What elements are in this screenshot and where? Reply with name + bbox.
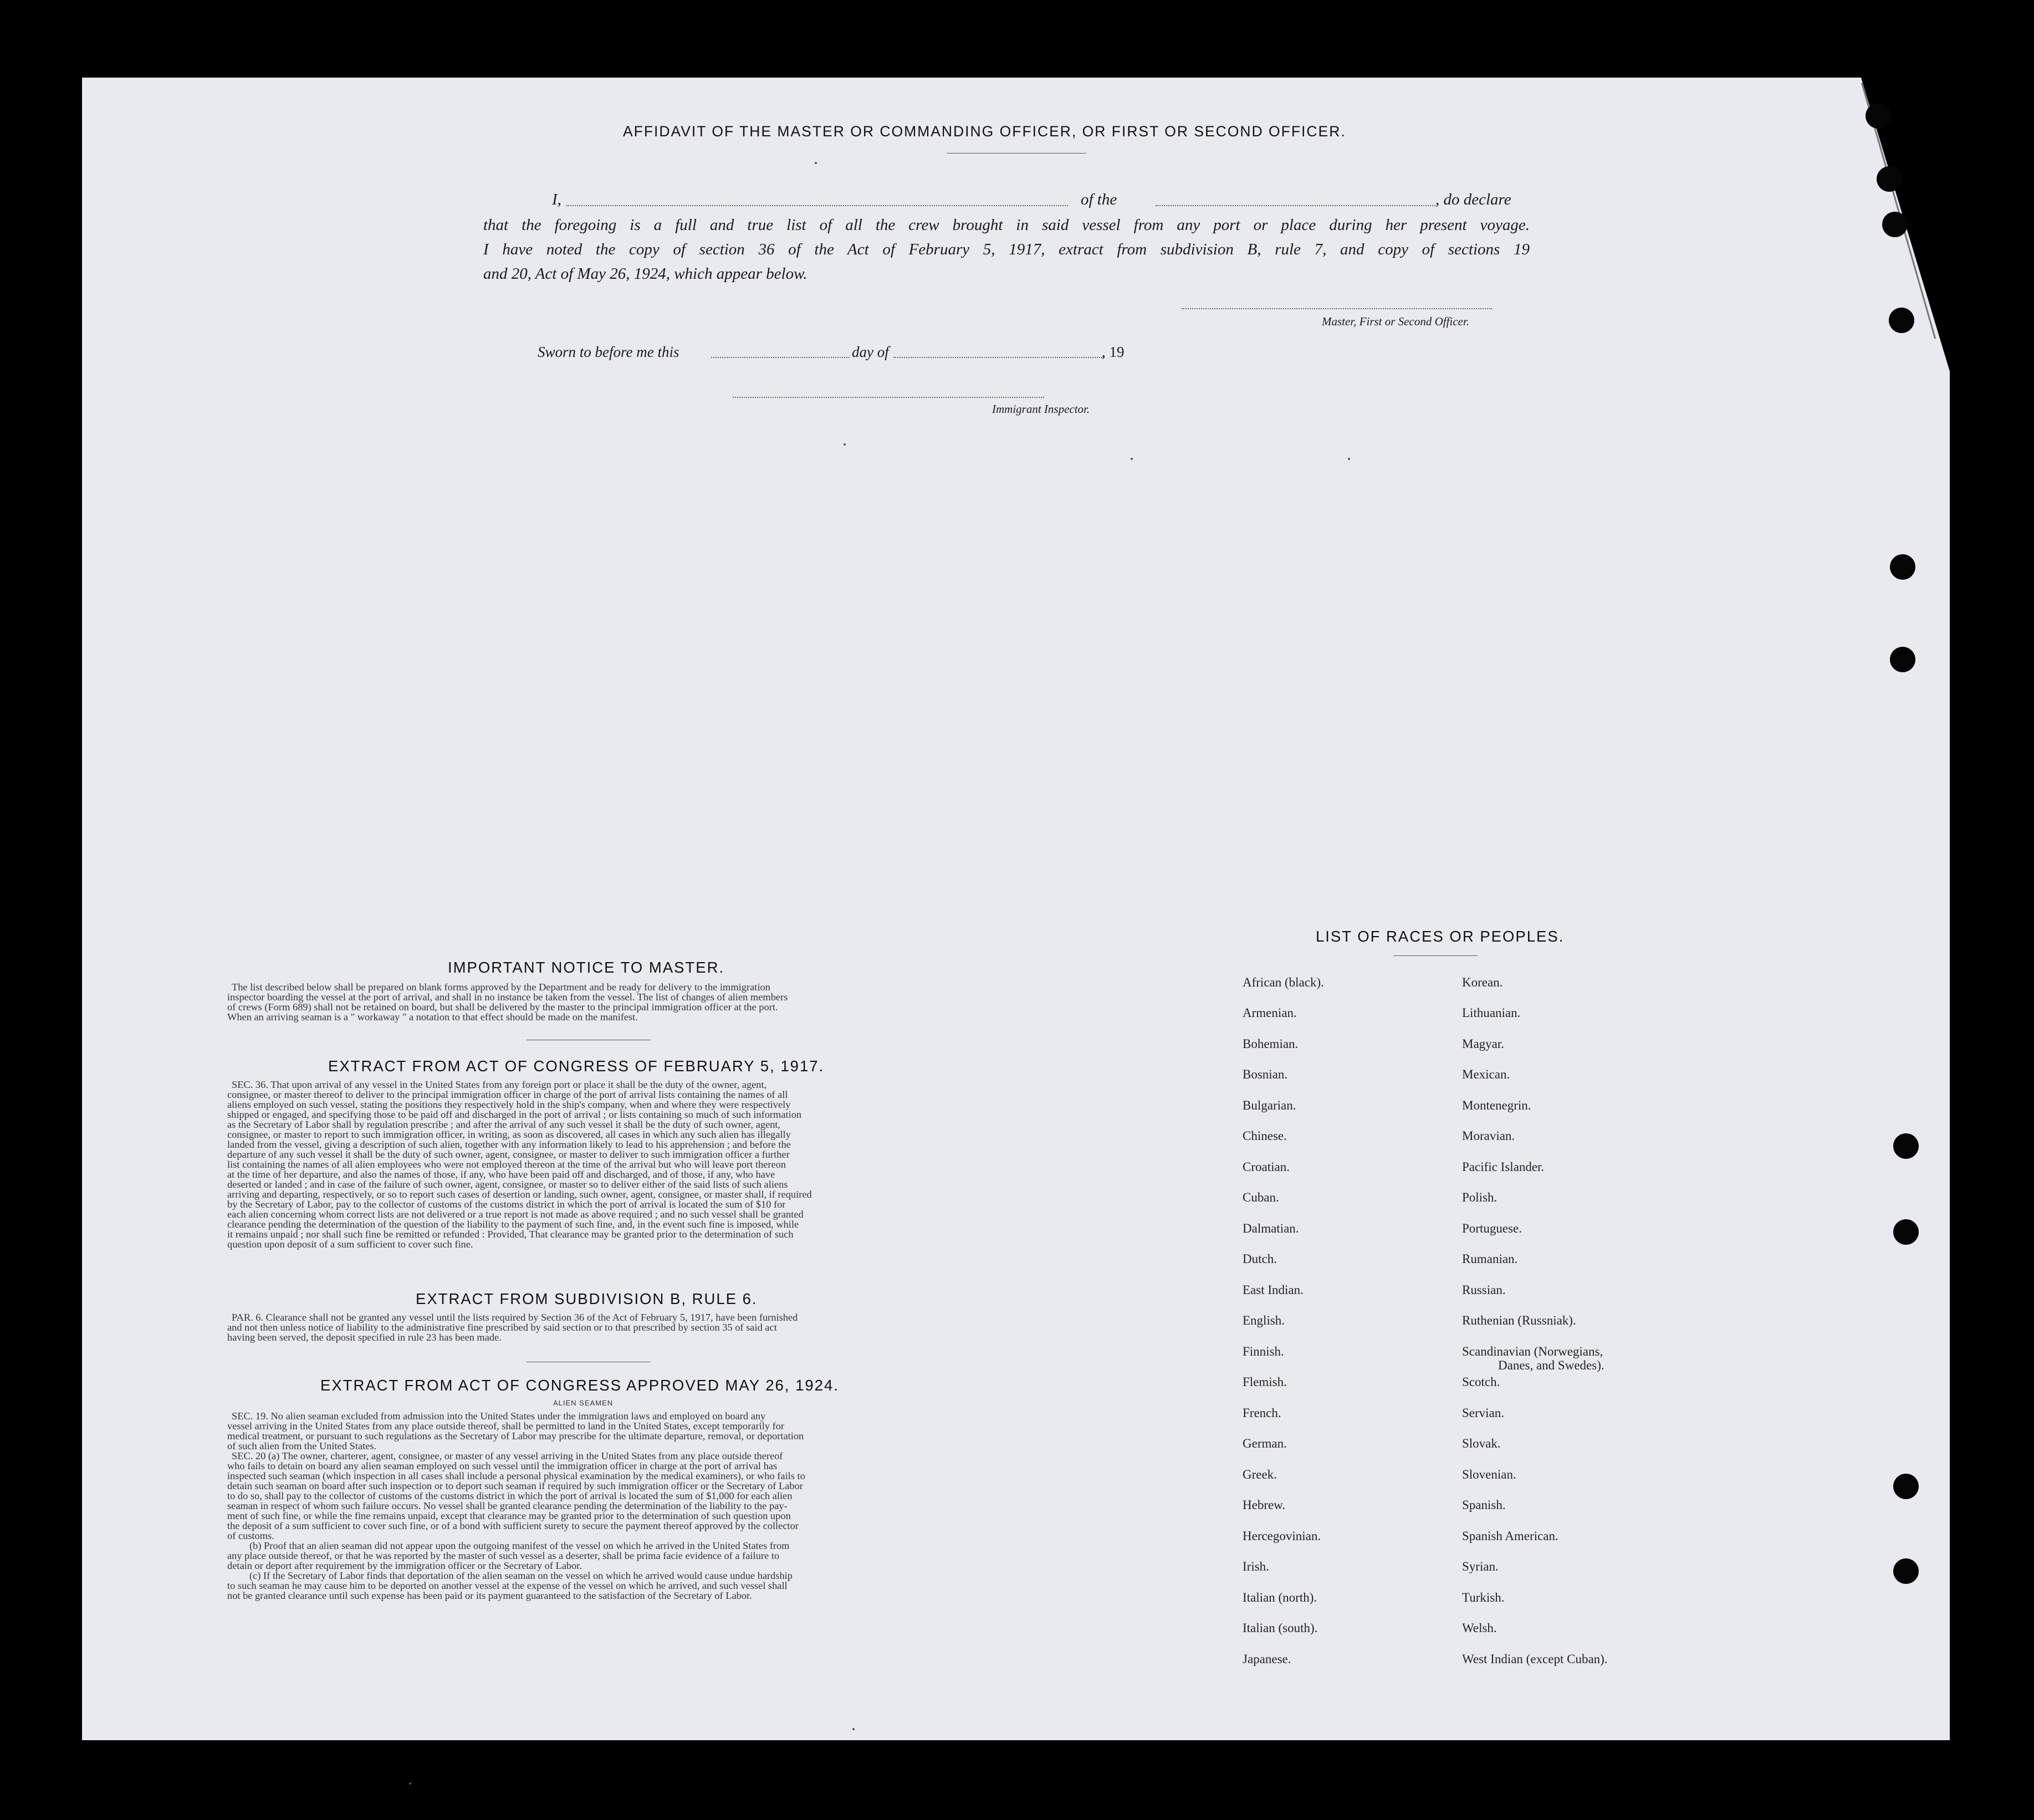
race-left: Bulgarian. xyxy=(1243,1098,1296,1112)
race-right: Ruthenian (Russniak). xyxy=(1462,1313,1576,1327)
paper-speck xyxy=(409,1782,411,1785)
race-left: Japanese. xyxy=(1243,1652,1291,1666)
affidavit-line-4: and 20, Act of May 26, 1924, which appear below. xyxy=(483,265,808,283)
extract-1924-line: inspected such seaman (which inspection in all cases shall include a personal physical examination by the medical examiners), or who fails to xyxy=(227,1470,805,1481)
race-right: Spanish. xyxy=(1462,1498,1506,1512)
race-right: Portuguese. xyxy=(1462,1221,1522,1235)
paper-speck xyxy=(1131,458,1133,460)
extract-1924-title: EXTRACT FROM ACT OF CONGRESS APPROVED MAY 26, 1924. xyxy=(320,1377,839,1394)
race-left: Flemish. xyxy=(1243,1375,1287,1389)
race-right: Syrian. xyxy=(1462,1560,1499,1573)
master-signature-field[interactable] xyxy=(1182,308,1492,309)
extract-1924-line: detain or deport after requirement by the immigration officer or the Secretary of Labor. xyxy=(227,1560,582,1571)
paper-speck xyxy=(1348,458,1350,460)
extract-1924-line: medical treatment, or pursuant to such regulations as the Secretary of Labor may prescribe for the ultimate departure, removal, or deportation xyxy=(227,1430,804,1441)
affidavit-line-2: that the foregoing is a full and true list of all the crew brought in said vessel from any port or place during her present voyage. xyxy=(483,216,1530,234)
extract-rule6-text xyxy=(227,1312,975,1342)
race-left: Finnish. xyxy=(1243,1344,1284,1358)
race-right: Scandinavian (Norwegians, xyxy=(1462,1344,1603,1358)
race-left: German. xyxy=(1243,1436,1287,1450)
race-left: Italian (south). xyxy=(1243,1621,1318,1635)
race-left: Greek. xyxy=(1243,1468,1277,1481)
extract-1924-line: (c) If the Secretary of Labor finds that deportation of the alien seaman on the vessel on which he arrived would cause undue hardship xyxy=(249,1570,793,1581)
extract-1924-line: SEC. 20 (a) The owner, charterer, agent, consignee, or master of any vessel arriving in the United States from any place outside thereof xyxy=(232,1450,783,1461)
sworn-month-field[interactable] xyxy=(893,357,1104,358)
punch-hole xyxy=(1882,212,1908,237)
race-left: Bosnian. xyxy=(1243,1067,1288,1081)
extract-1924-line: any place outside thereof, or that he was reported by the master of such vessel as a deserter, shall be prima facie evidence of a failure to xyxy=(227,1550,780,1561)
race-right: Spanish American. xyxy=(1462,1529,1558,1543)
extract-1924-line: seaman in respect of whom such failure occurs. No vessel shall be granted clearance pending the determination of the liability to the pay- xyxy=(227,1500,788,1511)
affidavit-title: AFFIDAVIT OF THE MASTER OR COMMANDING OFFICER, OR FIRST OR SECOND OFFICER. xyxy=(623,123,1346,140)
race-right-continuation: Danes, and Swedes). xyxy=(1498,1358,1604,1372)
extract-1917-line: as the Secretary of Labor shall by regulation prescribe ; and after the arrival of any such vessel it shall be the duty of such owner, agent, xyxy=(227,1119,781,1130)
race-left: Armenian. xyxy=(1243,1006,1297,1020)
punch-hole xyxy=(1893,1133,1919,1159)
master-signature-label: Master, First or Second Officer. xyxy=(1322,315,1469,328)
paper-speck xyxy=(852,1728,855,1730)
race-right: Turkish. xyxy=(1462,1591,1505,1604)
paper-speck xyxy=(815,162,817,164)
punch-hole xyxy=(1889,308,1914,333)
extract-1917-line: landed from the vessel, giving a description of such alien, together with any information likely to lead to his apprehension ; and before the xyxy=(227,1139,791,1150)
extract-1924-line: (b) Proof that an alien seaman did not appear upon the outgoing manifest of the vessel on which he arrived in the United States from xyxy=(249,1540,790,1551)
punch-hole xyxy=(1890,554,1915,580)
race-right: Welsh. xyxy=(1462,1621,1497,1635)
race-right: Polish. xyxy=(1462,1190,1498,1204)
paper-speck xyxy=(844,443,846,446)
master-name-field[interactable] xyxy=(566,205,1068,206)
affidavit-line-3: I have noted the copy of section 36 of the Act of February 5, 1917, extract from subdivision B, rule 7, and copy of sections 19 xyxy=(483,241,1530,258)
race-right: Scotch. xyxy=(1462,1375,1500,1389)
vessel-name-field[interactable] xyxy=(1156,205,1435,206)
punch-hole xyxy=(1893,1474,1919,1499)
sworn-year: , 19 xyxy=(1102,344,1125,360)
race-right: Mexican. xyxy=(1462,1067,1510,1081)
extract-1917-line: each alien concerning whom correct lists are not delivered or a true report is not made as above required ; and no such vessel shall be granted xyxy=(227,1209,804,1220)
punch-hole xyxy=(1866,103,1891,129)
sworn-prefix: Sworn to before me this xyxy=(538,344,679,360)
extract-1917-line: deserted or landed ; and in case of the failure of such owner, agent, consignee, or master so to deliver either of the said lists of such aliens xyxy=(227,1179,788,1190)
affidavit-of-the: of the xyxy=(1081,191,1117,208)
race-left: East Indian. xyxy=(1243,1283,1304,1297)
race-left: English. xyxy=(1243,1313,1285,1327)
race-left: Hercegovinian. xyxy=(1243,1529,1321,1543)
notice-line: When an arriving seaman is a " workaway " a notation to that effect should be made on the manifest. xyxy=(227,1011,638,1023)
race-right: Russian. xyxy=(1462,1283,1506,1297)
extract-1924-line: vessel arriving in the United States from any place outside thereof, shall be permitted to land in the United States, except temporarily for xyxy=(227,1420,785,1432)
extract-1924-line: to such seaman he may cause him to be deported on another vessel at the expense of the vessel on which he arrived, and such vessel shall xyxy=(227,1580,788,1591)
race-right: Pacific Islander. xyxy=(1462,1160,1545,1174)
races-title: LIST OF RACES OR PEOPLES. xyxy=(1316,928,1565,945)
race-left: African (black). xyxy=(1243,975,1324,989)
affidavit-title-rule xyxy=(947,153,1086,154)
races-title-rule xyxy=(1393,955,1478,956)
extract-1924-line: to do so, shall pay to the collector of customs of the customs district in which the port of arrival is located the sum of $1,000 for each alien xyxy=(227,1490,793,1501)
race-right: Slovak. xyxy=(1462,1436,1501,1450)
notice-line: The list described below shall be prepared on blank forms approved by the Department and be ready for delivery to the immigration xyxy=(232,981,770,993)
race-left: Dalmatian. xyxy=(1243,1221,1299,1235)
extract-1917-line: list containing the names of all alien employees who were not employed thereon at the time of the arrival but who will leave port thereon xyxy=(227,1159,786,1170)
extract-1924-line: SEC. 19. No alien seaman excluded from admission into the United States under the immigration laws and employed on board any xyxy=(232,1410,766,1422)
extract-rule6-line: having been served, the deposit specified in rule 23 has been made. xyxy=(227,1332,502,1343)
notice-title: IMPORTANT NOTICE TO MASTER. xyxy=(448,959,725,976)
notice-text xyxy=(227,982,975,1022)
extract-1917-line: consignee, or master to report to such immigration officer, in writing, as soon as discovered, all cases in which any such alien has illegally xyxy=(227,1129,791,1140)
race-right: Servian. xyxy=(1462,1406,1505,1420)
extract-1917-title: EXTRACT FROM ACT OF CONGRESS OF FEBRUARY 5, 1917. xyxy=(328,1057,825,1075)
extract-1917-line: departure of any such vessel it shall be the duty of such owner, agent, consignee, or master to deliver to such immigration officer a further xyxy=(227,1149,790,1160)
extract-1924-line: of such alien from the United States. xyxy=(227,1440,377,1451)
affidavit-do-declare: , do declare xyxy=(1435,191,1511,208)
sworn-day-of: day of xyxy=(852,344,889,360)
race-left: Hebrew. xyxy=(1243,1498,1286,1512)
race-left: French. xyxy=(1243,1406,1281,1420)
extract-1924-subtitle: ALIEN SEAMEN xyxy=(553,1399,614,1407)
extract-1917-line: question upon deposit of a sum sufficient to cover such fine. xyxy=(227,1239,473,1250)
extract-rule6-title: EXTRACT FROM SUBDIVISION B, RULE 6. xyxy=(416,1290,758,1307)
extract-1917-text xyxy=(227,1080,975,1249)
race-left: Dutch. xyxy=(1243,1252,1277,1266)
extract-1917-line: consignee, or master thereof to deliver to the principal immigration officer in charge of the port of arrival lists containing the names of all xyxy=(227,1089,788,1100)
punch-hole xyxy=(1877,166,1902,192)
race-left: Italian (north). xyxy=(1243,1591,1317,1604)
race-right: Rumanian. xyxy=(1462,1252,1518,1266)
affidavit-i: I, xyxy=(552,191,561,208)
extract-1917-line: aliens employed on such vessel, stating the positions they respectively hold in the ship's company, when and where they were respectively xyxy=(227,1099,791,1110)
extract-1917-line: clearance pending the determination of the question of the liability to the payment of such fine, and, in the event such fine is imposed, while xyxy=(227,1219,799,1230)
notice-line: inspector boarding the vessel at the port of arrival, and shall in no instance be taken from the vessel. The list of changes of alien members xyxy=(227,991,788,1003)
race-right: Montenegrin. xyxy=(1462,1098,1531,1112)
extract-1924-line: ment of such fine, or while the fine remains unpaid, except that clearance may be granted prior to the determination of such question upon xyxy=(227,1510,791,1521)
race-left: Chinese. xyxy=(1243,1129,1287,1143)
extract-1917-line: SEC. 36. That upon arrival of any vessel in the United States from any foreign port or place it shall be the duty of the owner, agent, xyxy=(232,1079,767,1090)
race-right: West Indian (except Cuban). xyxy=(1462,1652,1608,1666)
race-right: Moravian. xyxy=(1462,1129,1515,1143)
extract-1917-line: at the time of her departure, and also the names of those, if any, who have been paid off and discharged, and of those, if any, who have xyxy=(227,1169,775,1180)
notice-line: of crews (Form 689) shall not be retained on board, but shall be delivered by the master to the principal immigration officer at the port. xyxy=(227,1001,778,1013)
punch-hole xyxy=(1890,647,1915,672)
race-left: Irish. xyxy=(1243,1560,1269,1573)
extract-1924-line: the deposit of a sum sufficient to cover such fine, or of a bond with sufficient surety to secure the payment thereof approved by the collector xyxy=(227,1520,799,1531)
race-right: Magyar. xyxy=(1462,1037,1505,1051)
punch-hole xyxy=(1893,1558,1919,1584)
punch-hole xyxy=(1893,1219,1919,1245)
race-right: Korean. xyxy=(1462,975,1503,989)
inspector-label: Immigrant Inspector. xyxy=(992,402,1090,416)
extract-1917-line: by the Secretary of Labor, pay to the collector of customs of the customs district in which the port of arrival is located the sum of $10 for xyxy=(227,1199,786,1210)
extract-1924-line: detain such seaman on board after such inspection or to deport such seaman if required by such immigration officer or the Secretary of Labor xyxy=(227,1480,803,1491)
race-left: Cuban. xyxy=(1243,1190,1279,1204)
extract-rule6-line: and not then unless notice of liability to the administrative fine prescribed by said section or to that prescribed by section 35 of said act xyxy=(227,1322,777,1333)
race-right: Slovenian. xyxy=(1462,1468,1516,1481)
extract-1924-line: not be granted clearance until such expense has been paid or its payment guaranteed to the satisfaction of the Secretary of Labor. xyxy=(227,1590,752,1601)
extract-1917-line: shipped or engaged, and specifying those to be paid off and discharged in the port of arrival ; or lists containing so much of such information xyxy=(227,1109,802,1120)
extract-1917-line: it remains unpaid ; nor shall such fine be remitted or refunded : Provided, That clearance may be granted prior to the determination of such xyxy=(227,1229,794,1240)
extract-1924-line: of customs. xyxy=(227,1530,274,1541)
inspector-signature-field[interactable] xyxy=(733,397,1044,398)
sworn-day-field[interactable] xyxy=(711,357,850,358)
extract-rule6-line: PAR. 6. Clearance shall not be granted any vessel until the lists required by Section 36 of the Act of February 5, 1917, have been furnished xyxy=(232,1312,798,1323)
extract-1924-line: who fails to detain on board any alien seaman employed on such vessel until the immigration officer in charge at the port of arrival has xyxy=(227,1460,778,1471)
race-left: Bohemian. xyxy=(1243,1037,1299,1051)
extract-1917-line: arriving and departing, respectively, or so to report such cases of desertion or landing, such owner, agent, consignee, or master shall, if required xyxy=(227,1189,812,1200)
extract-1924-text xyxy=(227,1411,975,1601)
race-left: Croatian. xyxy=(1243,1160,1290,1174)
race-right: Lithuanian. xyxy=(1462,1006,1521,1020)
